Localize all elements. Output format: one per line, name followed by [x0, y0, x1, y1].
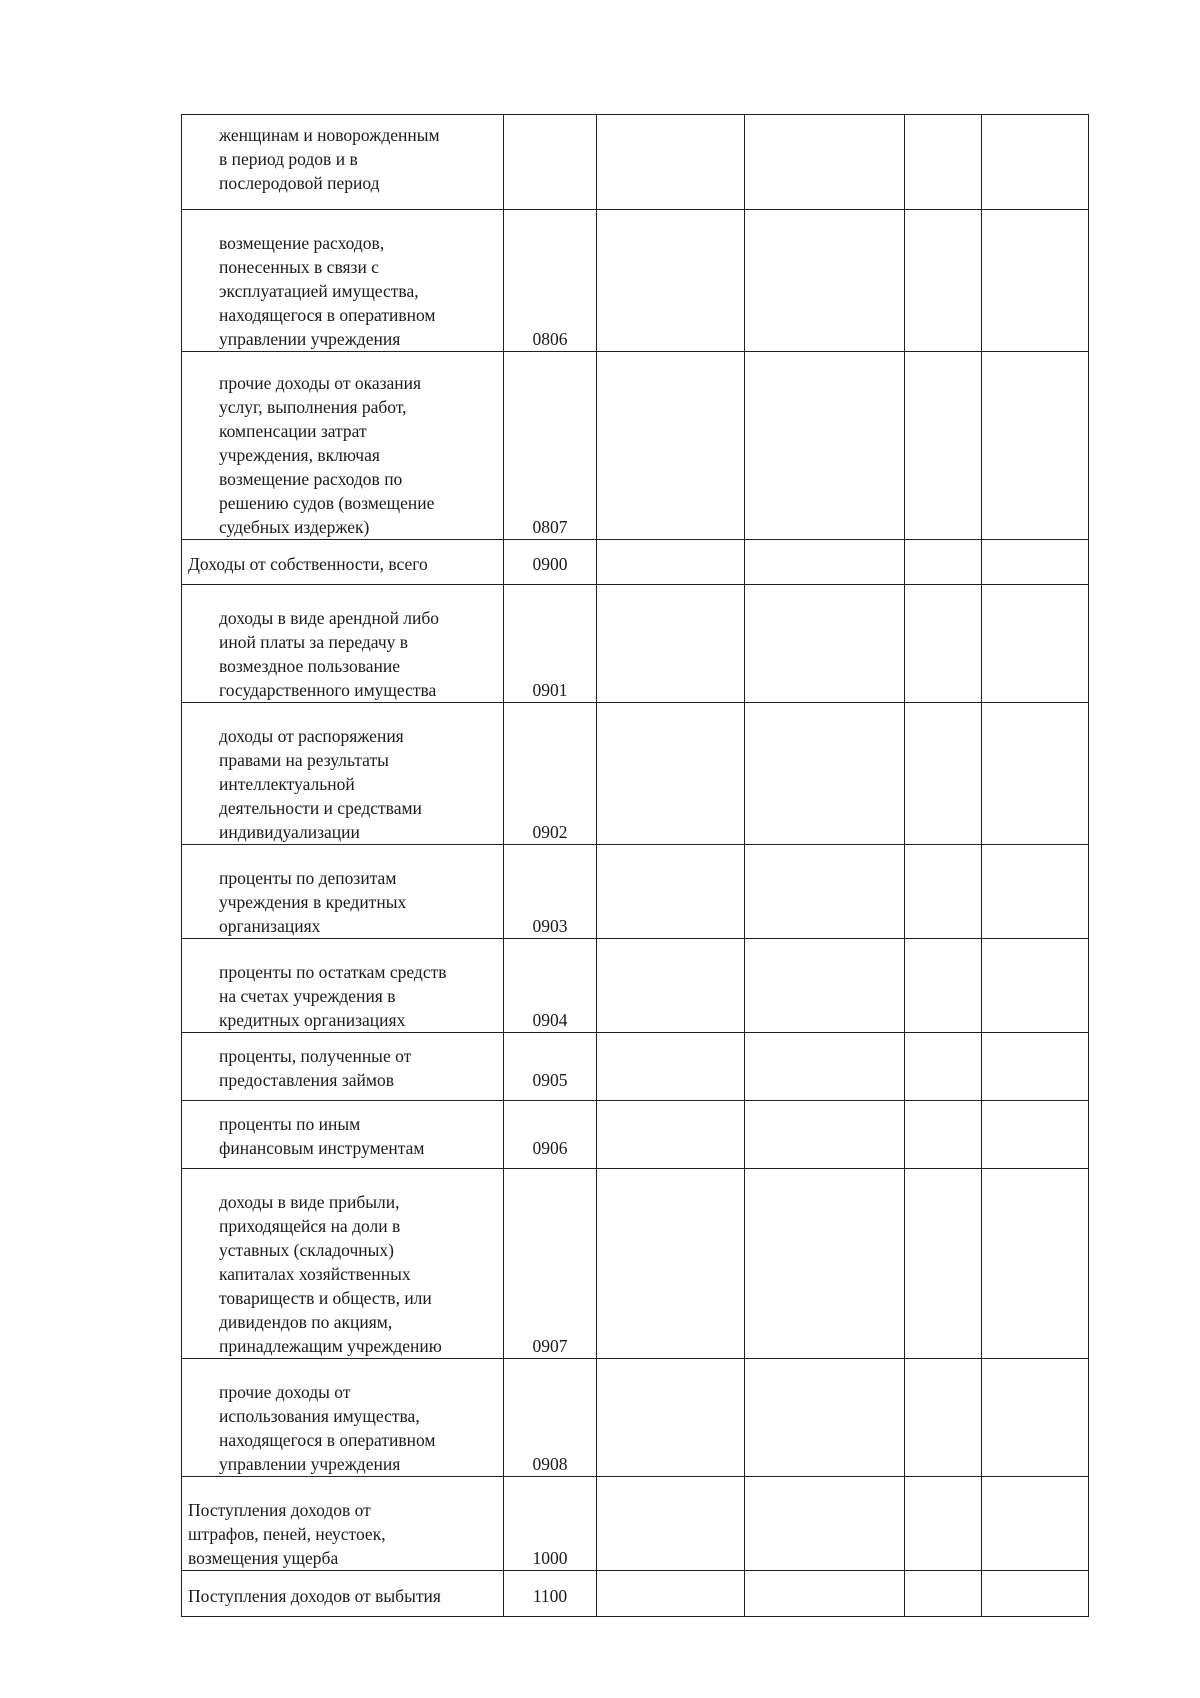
value-cell — [905, 1477, 982, 1571]
row-name-cell — [182, 585, 504, 703]
value-cell — [597, 703, 745, 845]
row-code-cell — [504, 210, 597, 352]
row-code: 0905 — [532, 1070, 568, 1090]
value-cell — [597, 1033, 745, 1101]
table-row — [182, 352, 1089, 540]
value-cell — [982, 845, 1089, 939]
row-name: Поступления доходов от выбытия — [188, 1586, 441, 1606]
value-cell — [597, 939, 745, 1033]
table-row — [182, 1101, 1089, 1169]
value-cell — [982, 585, 1089, 703]
row-name: Поступления доходов от штрафов, пеней, неустоек, возмещения ущерба — [188, 1500, 386, 1568]
row-code-cell — [504, 703, 597, 845]
row-code: 0807 — [532, 517, 568, 537]
row-name: возмещение расходов, понесенных в связи с эксплуатацией имущества, находящегося в оперативном управлении учреждения — [219, 233, 436, 349]
value-cell — [982, 210, 1089, 352]
row-name: проценты по остаткам средств на счетах учреждения в кредитных организациях — [219, 962, 447, 1030]
row-name: проценты, полученные от предоставления займов — [219, 1046, 412, 1090]
row-code-cell — [504, 1571, 597, 1617]
row-name-cell — [182, 1359, 504, 1477]
row-name: прочие доходы от оказания услуг, выполнения работ, компенсации затрат учреждения, включая возмещение расходов по решению судов (возмещение судебных издержек) — [219, 373, 435, 537]
value-cell — [597, 1169, 745, 1359]
row-name-cell — [182, 939, 504, 1033]
table-row — [182, 210, 1089, 352]
value-cell — [982, 1033, 1089, 1101]
row-name: доходы в виде прибыли, приходящейся на доли в уставных (складочных) капиталах хозяйственных товариществ и обществ, или дивидендов по акциям, принадлежащим учреждению — [219, 1192, 442, 1356]
income-report-table — [181, 114, 1089, 1617]
value-cell — [745, 352, 905, 540]
row-code-cell — [504, 1169, 597, 1359]
value-cell — [745, 1169, 905, 1359]
value-cell — [745, 540, 905, 585]
row-name-cell — [182, 1477, 504, 1571]
value-cell — [597, 1477, 745, 1571]
table-row — [182, 845, 1089, 939]
row-code-cell — [504, 1101, 597, 1169]
value-cell — [905, 1359, 982, 1477]
value-cell — [745, 585, 905, 703]
value-cell — [905, 1101, 982, 1169]
row-name-cell — [182, 540, 504, 585]
value-cell — [982, 1477, 1089, 1571]
value-cell — [905, 845, 982, 939]
row-name: женщинам и новорожденным в период родов и в послеродовой период — [219, 125, 440, 193]
row-code: 0908 — [532, 1454, 568, 1474]
row-code-cell — [504, 352, 597, 540]
value-cell — [745, 1571, 905, 1617]
value-cell — [597, 845, 745, 939]
value-cell — [745, 1101, 905, 1169]
value-cell — [597, 1571, 745, 1617]
value-cell — [982, 540, 1089, 585]
value-cell — [745, 939, 905, 1033]
value-cell — [982, 1101, 1089, 1169]
value-cell — [905, 210, 982, 352]
row-name: доходы от распоряжения правами на результаты интеллектуальной деятельности и средствами индивидуализации — [219, 726, 422, 842]
row-code-cell — [504, 540, 597, 585]
row-code: 0904 — [532, 1010, 568, 1030]
row-code: 0906 — [532, 1138, 568, 1158]
table-row — [182, 1571, 1089, 1617]
row-code: 0806 — [532, 329, 568, 349]
value-cell — [982, 1571, 1089, 1617]
value-cell — [905, 703, 982, 845]
row-code: 1100 — [532, 1586, 568, 1606]
value-cell — [597, 1359, 745, 1477]
row-name-cell — [182, 1101, 504, 1169]
value-cell — [597, 540, 745, 585]
value-cell — [597, 352, 745, 540]
value-cell — [745, 1477, 905, 1571]
row-code: 0903 — [532, 916, 568, 936]
value-cell — [745, 845, 905, 939]
row-code: 1000 — [532, 1548, 568, 1568]
value-cell — [905, 1169, 982, 1359]
row-code-cell — [504, 939, 597, 1033]
row-name: проценты по депозитам учреждения в кредитных организациях — [219, 868, 407, 936]
row-name: прочие доходы от использования имущества, находящегося в оперативном управлении учреждения — [219, 1382, 436, 1474]
value-cell — [597, 210, 745, 352]
value-cell — [597, 115, 745, 210]
row-name-cell — [182, 1571, 504, 1617]
table-row — [182, 939, 1089, 1033]
value-cell — [597, 585, 745, 703]
row-code: 0907 — [532, 1336, 568, 1356]
row-code-cell — [504, 1477, 597, 1571]
row-code-cell — [504, 1359, 597, 1477]
table-row — [182, 1477, 1089, 1571]
value-cell — [982, 1169, 1089, 1359]
table-row — [182, 540, 1089, 585]
value-cell — [745, 703, 905, 845]
row-code-cell — [504, 115, 597, 210]
row-code: 0900 — [532, 554, 568, 574]
table-row — [182, 1033, 1089, 1101]
value-cell — [982, 939, 1089, 1033]
table-row — [182, 585, 1089, 703]
table-row — [182, 1169, 1089, 1359]
value-cell — [982, 703, 1089, 845]
table-row — [182, 1359, 1089, 1477]
value-cell — [905, 1033, 982, 1101]
value-cell — [745, 1033, 905, 1101]
value-cell — [905, 540, 982, 585]
row-name-cell — [182, 845, 504, 939]
value-cell — [982, 1359, 1089, 1477]
row-code: 0902 — [532, 822, 568, 842]
value-cell — [745, 115, 905, 210]
row-name: Доходы от собственности, всего — [188, 554, 428, 574]
value-cell — [597, 1101, 745, 1169]
value-cell — [905, 939, 982, 1033]
value-cell — [745, 1359, 905, 1477]
value-cell — [905, 1571, 982, 1617]
table-row — [182, 115, 1089, 210]
row-name-cell — [182, 352, 504, 540]
value-cell — [745, 210, 905, 352]
row-name-cell — [182, 115, 504, 210]
row-name-cell — [182, 703, 504, 845]
row-name-cell — [182, 1169, 504, 1359]
value-cell — [905, 585, 982, 703]
row-name-cell — [182, 210, 504, 352]
table-row — [182, 703, 1089, 845]
row-code: 0901 — [532, 680, 568, 700]
row-name: проценты по иным финансовым инструментам — [219, 1114, 425, 1158]
row-code-cell — [504, 585, 597, 703]
row-name: доходы в виде арендной либо иной платы за передачу в возмездное пользование государственного имущества — [219, 608, 440, 700]
value-cell — [982, 352, 1089, 540]
value-cell — [905, 352, 982, 540]
value-cell — [982, 115, 1089, 210]
row-name-cell — [182, 1033, 504, 1101]
row-code-cell — [504, 845, 597, 939]
value-cell — [905, 115, 982, 210]
row-code-cell — [504, 1033, 597, 1101]
